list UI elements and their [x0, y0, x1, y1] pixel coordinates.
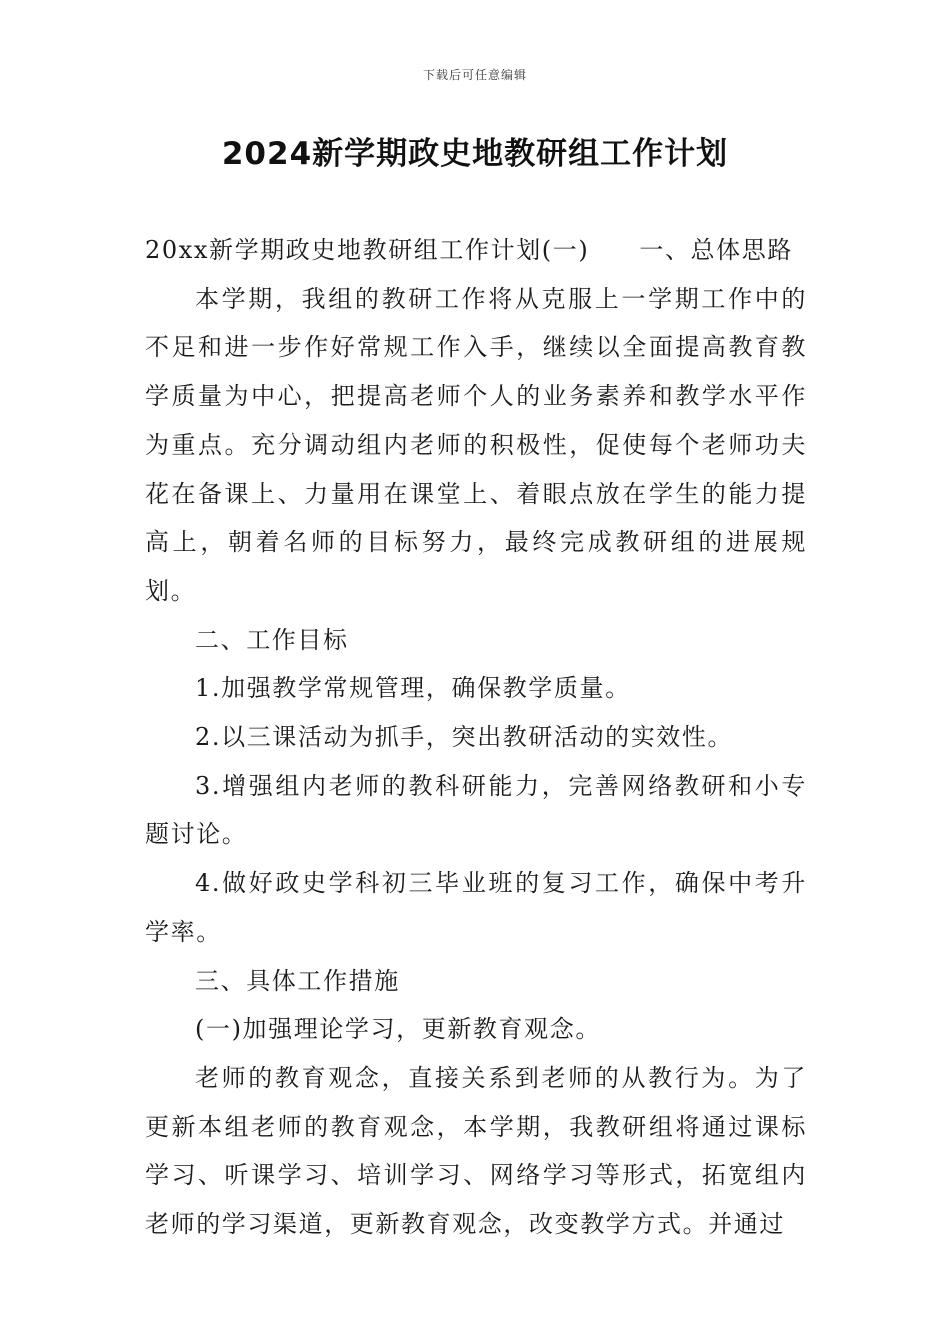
section-heading-2: 二、工作目标 [195, 625, 349, 654]
paragraph-overview: 本学期，我组的教研工作将从克服上一学期工作中的不足和进一步作好常规工作入手，继续以全面提高教育教学质量为中心，把提高老师个人的业务素养和教学水平作为重点。充分调动组内老师的积极性，促使每个老师功夫花在备课上、力量用在课堂上、着眼点放在学生的能力提高上，朝着名师的目标努力，最终完成教研组的进展规划。 [145, 284, 807, 605]
section-heading-1: 一、总体思路 [639, 236, 793, 264]
subtitle: 20xx新学期政史地教研组工作计划(一) [145, 236, 590, 264]
goal-item-2: 2.以三课活动为抓手，突出教研活动的实效性。 [195, 723, 734, 752]
first-line [145, 226, 807, 275]
document-body [145, 226, 807, 1249]
paragraph-measure-1: 老师的教育观念，直接关系到老师的从教行为。为了更新本组老师的教育观念，本学期，我教研组将通过课标学习、听课学习、培训学习、网络学习等形式，拓宽组内老师的学习渠道，更新教育观念，改变教学方式。并通过 [145, 1063, 807, 1239]
goal-item-1: 1.加强教学常规管理，确保教学质量。 [195, 674, 631, 703]
header-note: 下载后可任意编辑 [422, 68, 527, 82]
goal-item-3: 3.增强组内老师的教科研能力，完善网络教研和小专题讨论。 [145, 771, 807, 849]
document-title: 2024新学期政史地教研组工作计划 [221, 136, 729, 172]
section-heading-3: 三、具体工作措施 [195, 966, 400, 995]
measure-heading-1: (一)加强理论学习，更新教育观念。 [195, 1015, 601, 1044]
goal-item-4: 4.做好政史学科初三毕业班的复习工作，确保中考升学率。 [145, 869, 807, 946]
